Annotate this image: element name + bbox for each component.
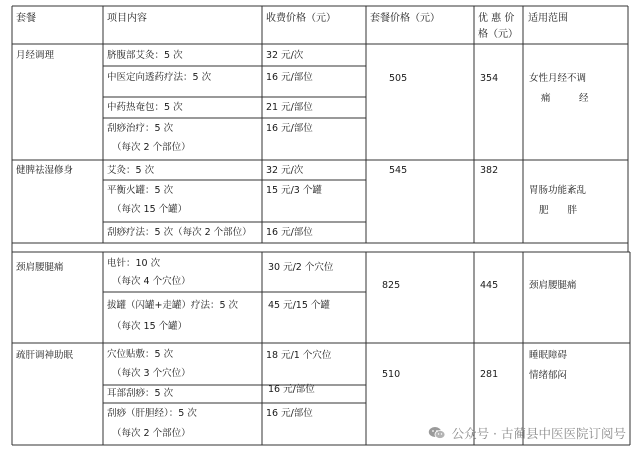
item-price: 16 元/部位: [266, 72, 313, 83]
item-line: （每次 2 个部位）: [112, 428, 191, 439]
scope-line: 女性月经不调: [529, 73, 587, 84]
package-name: 健脾祛湿修身: [16, 165, 74, 176]
item-line: 刮痧疗法：5 次（每次 2 个部位）: [107, 227, 252, 238]
header-package: 套餐: [16, 13, 36, 24]
scope-line: 颈肩腰腿痛: [529, 280, 577, 291]
scope-line: 情绪郁闷: [529, 370, 568, 381]
header-discount-line1: 优 惠 价: [478, 13, 515, 24]
item-price: 32 元/次: [266, 50, 304, 61]
item-line: 艾灸：5 次: [107, 165, 155, 176]
package-price: 505: [389, 73, 408, 84]
header-package-price: 套餐价格（元）: [370, 13, 440, 24]
item-price: 30 元/2 个穴位: [268, 262, 334, 273]
package-name: 颈肩腰腿痛: [16, 262, 64, 273]
item-line: 电针：10 次: [107, 258, 161, 269]
item-line: 中药热奄包：5 次: [107, 102, 183, 113]
header-price: 收费价格（元）: [266, 13, 336, 24]
item-price: 16 元/部位: [268, 384, 315, 395]
package-price: 545: [389, 165, 408, 176]
item-line: （每次 2 个部位）: [112, 142, 191, 153]
header-discount-line2: 格（元）: [478, 29, 518, 40]
item-line: 中医定向透药疗法：5 次: [107, 72, 212, 83]
package-name: 月经调理: [16, 50, 55, 61]
discount-price: 281: [480, 369, 499, 380]
header-item: 项目内容: [107, 13, 147, 24]
scope-line: 肥 胖: [539, 205, 578, 216]
wechat-icon: [428, 426, 446, 440]
package-price: 825: [382, 280, 401, 291]
item-price: 16 元/部位: [266, 408, 313, 419]
item-line: 耳部刮痧：5 次: [107, 388, 174, 399]
item-line: 平衡火罐：5 次: [107, 185, 174, 196]
item-price: 15 元/3 个罐: [266, 185, 322, 196]
discount-price: 382: [480, 165, 499, 176]
scope-line: 痛 经: [541, 93, 589, 104]
scope-line: 睡眠障碍: [529, 350, 568, 361]
discount-price: 354: [480, 73, 499, 84]
item-line: 穴位贴敷：5 次: [107, 349, 174, 360]
watermark-label: 公众号 · 古蔺县中医医院订阅号: [451, 426, 626, 441]
item-price: 16 元/部位: [266, 123, 313, 134]
item-line: （每次 3 个穴位）: [112, 368, 191, 379]
item-price: 21 元/部位: [266, 102, 313, 113]
header-scope: 适用范围: [528, 13, 568, 24]
package-price: 510: [382, 369, 401, 380]
item-line: （每次 15 个罐）: [112, 321, 188, 332]
item-price: 32 元/次: [266, 165, 304, 176]
item-line: 刮痧治疗：5 次: [107, 123, 174, 134]
item-line: 脐腹部艾灸：5 次: [107, 50, 183, 61]
item-line: （每次 15 个罐）: [112, 204, 188, 215]
item-line: （每次 4 个穴位）: [112, 276, 191, 287]
watermark: [428, 424, 626, 442]
item-price: 16 元/部位: [266, 227, 313, 238]
discount-price: 445: [480, 280, 499, 291]
item-line: 拔罐（闪罐+走罐）疗法：5 次: [107, 300, 239, 311]
item-line: 刮痧（肝胆经）：5 次: [107, 408, 197, 419]
scope-line: 胃肠功能紊乱: [529, 185, 587, 196]
item-price: 18 元/1 个穴位: [266, 350, 332, 361]
item-price: 45 元/15 个罐: [268, 300, 330, 311]
package-name: 疏肝调神助眠: [16, 350, 74, 361]
